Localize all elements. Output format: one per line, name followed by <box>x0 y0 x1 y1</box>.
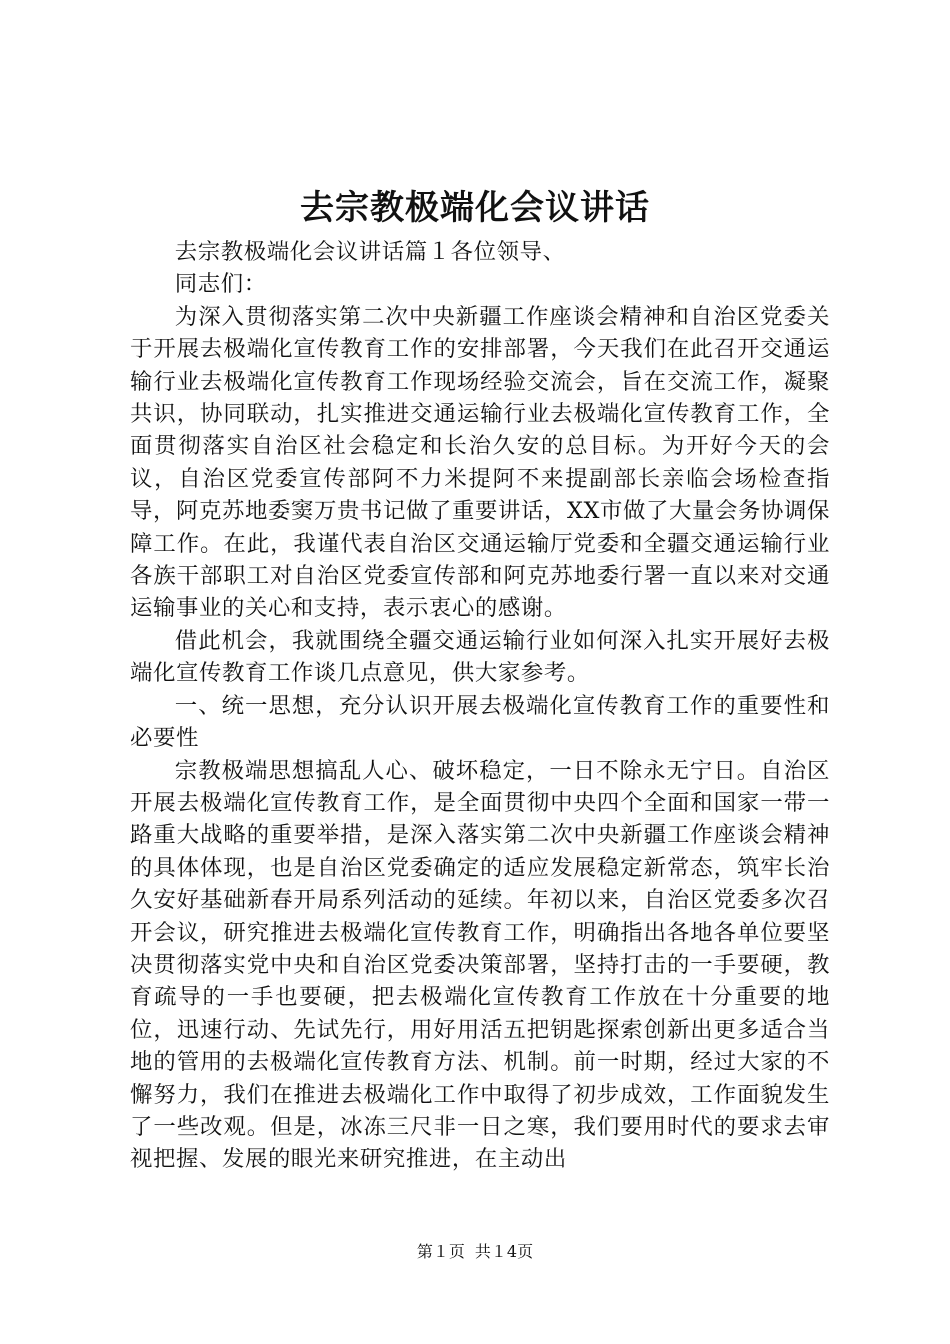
paragraph-heading-line: 去宗教极端化会议讲话篇１各位领导、 <box>174 239 566 265</box>
page-number: 第１页 <box>416 1242 465 1261</box>
page-footer <box>0 1240 950 1264</box>
page-total: 共１4页 <box>474 1242 534 1261</box>
document-title: 去宗教极端化会议讲话 <box>300 188 650 228</box>
paragraph-section-1: 宗教极端思想搞乱人心、破坏稳定，一日不除永无宁日。自治区开展去极端化宣传教育工作，是全面贯彻中央四个全面和国家一带一路重大战略的重要举措，是深入落实第二次中央新疆工作座谈会精神的具体体现，也是自治区党委确定的适应发展稳定新常态，筑牢长治久安好基础新春开局系列活动的延续。年初以来，自治区党委多次召开会议，研究推进去极端化宣传教育工作，明确指出各地各单位要坚决贯彻落实党中央和自治区党委决策部署，坚持打击的一手要硬，教育疏导的一手也要硬，把去极端化宣传教育工作放在十分重要的地位，迅速行动、先试先行，用好用活五把钥匙探索创新出更多适合当地的管用的去极端化宣传教育方法、机制。前一时期，经过大家的不懈努力，我们在推进去极端化工作中取得了初步成效，工作面貌发生了一些改观。但是，冰冻三尺非一日之寒，我们要用时代的要求去审视把握、发展的眼光来研究推进，在主动出 <box>130 757 830 1173</box>
paragraph-salutation: 同志们： <box>174 271 267 298</box>
paragraph-intro: 为深入贯彻落实第二次中央新疆工作座谈会精神和自治区党委关于开展去极端化宣传教育工作的安排部署，今天我们在此召开交通运输行业去极端化宣传教育工作现场经验交流会，旨在交流工作，凝聚共识，协同联动，扎实推进交通运输行业去极端化宣传教育工作，全面贯彻落实自治区社会稳定和长治久安的总目标。为开好今天的会议，自治区党委宣传部阿不力米提阿不来提副部长亲临会场检查指导，阿克苏地委窦万贵书记做了重要讲话，XX市做了大量会务协调保障工作。在此，我谨代表自治区交通运输厅党委和全疆交通运输行业各族干部职工对自治区党委宣传部和阿克苏地委行署一直以来对交通运输事业的关心和支持，表示衷心的感谢。 <box>130 303 830 622</box>
document-body <box>130 236 830 1176</box>
section-heading-1: 一、统一思想，充分认识开展去极端化宣传教育工作的重要性和必要性 <box>130 692 830 752</box>
paragraph-opinion: 借此机会，我就围绕全疆交通运输行业如何深入扎实开展好去极端化宣传教育工作谈几点意见，供大家参考。 <box>130 627 830 687</box>
